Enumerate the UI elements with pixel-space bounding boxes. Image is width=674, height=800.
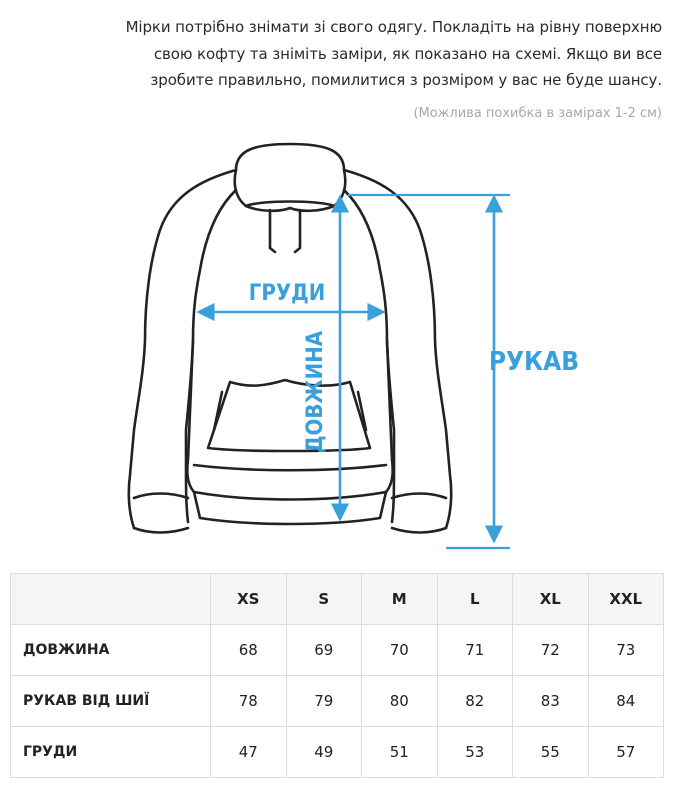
table-row-chest	[11, 727, 664, 778]
table-cell: 51	[362, 727, 438, 778]
table-row-sleeve	[11, 676, 664, 727]
hoodie-diagram	[0, 130, 674, 560]
table-cell: 84	[588, 676, 664, 727]
size-header-xl: XL	[513, 574, 589, 625]
size-header-xs: XS	[211, 574, 287, 625]
table-cell: 79	[286, 676, 362, 727]
table-cell: 71	[437, 625, 513, 676]
size-table	[10, 573, 664, 778]
chest-label: ГРУДИ	[248, 281, 326, 306]
table-cell: 47	[211, 727, 287, 778]
hoodie-outline	[129, 144, 451, 533]
size-header-m: M	[362, 574, 438, 625]
size-header-s: S	[286, 574, 362, 625]
size-header-xxl: XXL	[588, 574, 664, 625]
row-label: ДОВЖИНА	[11, 625, 211, 676]
table-cell: 53	[437, 727, 513, 778]
measurement-error-note: (Можлива похибка в замірах 1-2 см)	[413, 106, 662, 121]
size-header-l: L	[437, 574, 513, 625]
table-cell: 70	[362, 625, 438, 676]
table-cell: 57	[588, 727, 664, 778]
table-cell: 69	[286, 625, 362, 676]
table-cell: 55	[513, 727, 589, 778]
row-label: ГРУДИ	[11, 727, 211, 778]
row-label: РУКАВ ВІД ШИЇ	[11, 676, 211, 727]
intro-text	[22, 14, 662, 94]
table-cell: 72	[513, 625, 589, 676]
table-row-length	[11, 625, 664, 676]
table-cell: 82	[437, 676, 513, 727]
intro-line-3: зробите правильно, помилитися з розміром у вас не буде шансу.	[150, 71, 662, 89]
sleeve-label: РУКАВ	[488, 347, 580, 377]
intro-line-2: свою кофту та зніміть заміри, як показано на схемі. Якщо ви все	[153, 44, 662, 63]
intro-line-1: Мірки потрібно знімати зі свого одягу. Покладіть на рівну поверхню	[125, 18, 662, 36]
table-corner	[11, 574, 211, 625]
size-header-row	[11, 574, 664, 625]
length-label: ДОВЖИНА	[303, 330, 328, 454]
table-cell: 80	[362, 676, 438, 727]
table-cell: 83	[513, 676, 589, 727]
table-cell: 49	[286, 727, 362, 778]
table-cell: 73	[588, 625, 664, 676]
table-cell: 78	[211, 676, 287, 727]
table-cell: 68	[211, 625, 287, 676]
